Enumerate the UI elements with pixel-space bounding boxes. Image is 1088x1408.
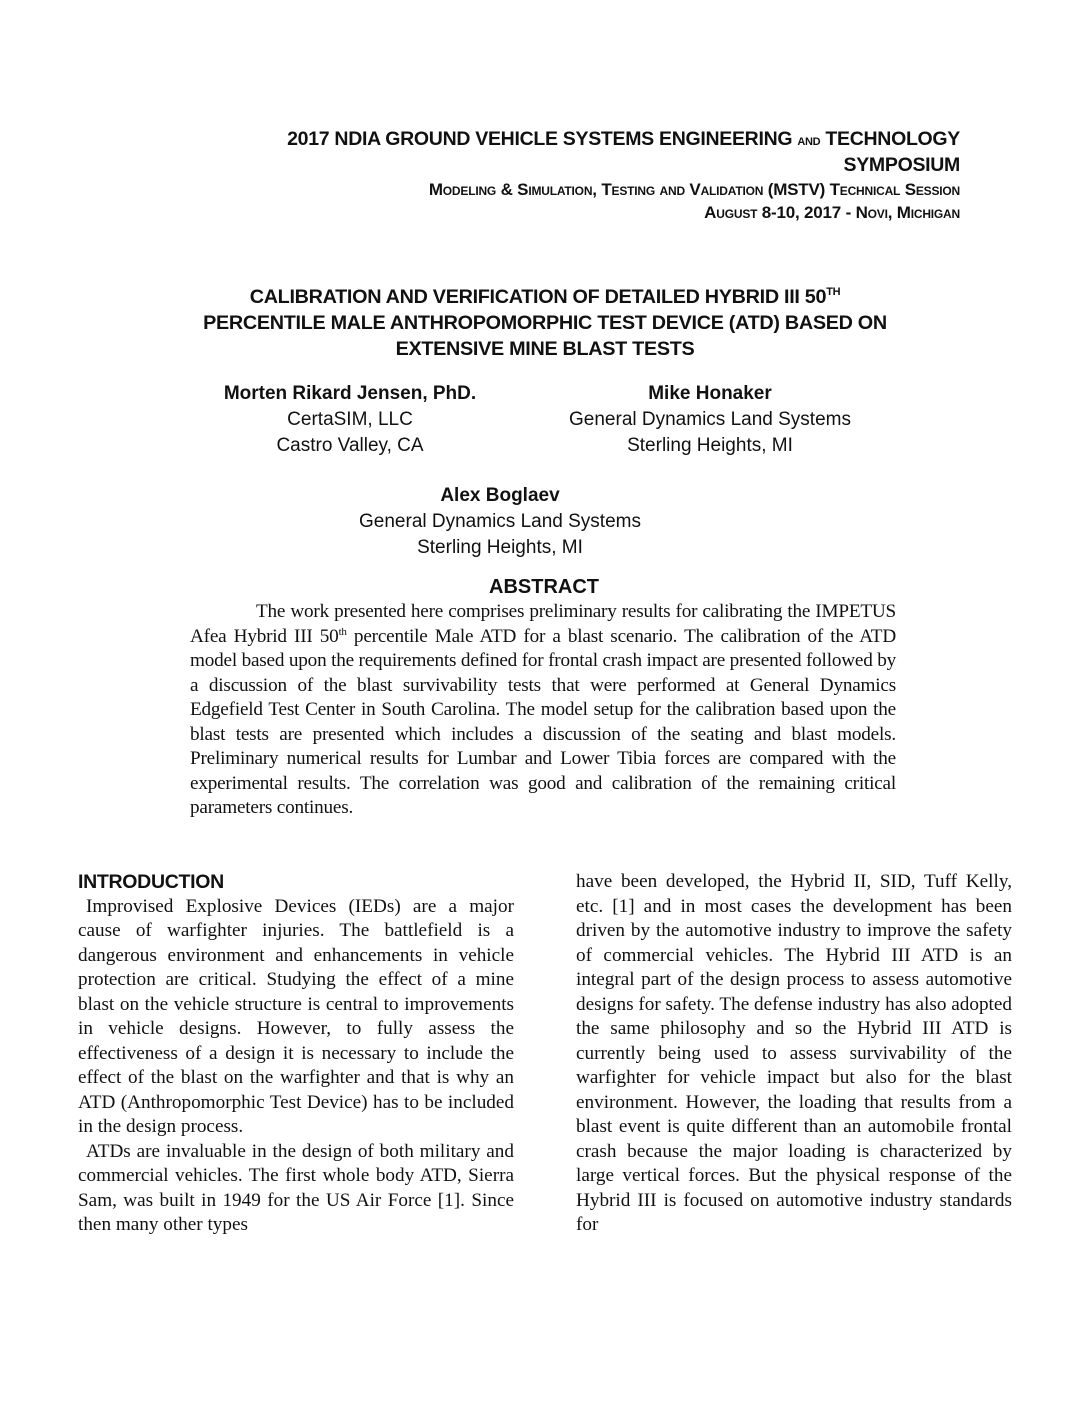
conference-title-line2: SYMPOSIUM (843, 154, 960, 176)
conference-session: Modeling & Simulation, Testing and Validation (MSTV) Technical Session (428, 180, 960, 199)
author-affiliation: CertaSIM, LLC (287, 409, 413, 430)
conference-title-b: TECHNOLOGY (825, 128, 960, 150)
author (200, 381, 500, 459)
conference-date-location: August 8-10, 2017 - Novi, Michigan (704, 203, 960, 222)
introduction-paragraph-continued: have been developed, the Hybrid II, SID, Tuff Kelly, etc. [1] and in most cases the development has been driven by the automotive industry to improve the safety of commercial vehicles. The Hybrid III ATD is an integral part of the design process to assess automotive designs for safety. The defense industry has also adopted the same philosophy and so the Hybrid III ATD is currently being used to assess survivability of the warfighter for vehicle impact but also for the blast environment. However, the loading that results from a blast event is quite different than an automobile frontal crash because the major loading is characterized by large vertical forces. But the physical response of the Hybrid III is focused on automotive industry standards for (576, 871, 1012, 1235)
abstract-heading: ABSTRACT (489, 576, 599, 598)
introduction-paragraph: ATDs are invaluable in the design of both military and commercial vehicles. The first whole body ATD, Sierra Sam, was built in 1949 for the US Air Force [1]. Since then many other types (78, 1140, 514, 1235)
paper-title-part1: CALIBRATION AND VERIFICATION OF DETAILED HYBRID III 50 (249, 286, 827, 308)
left-column (78, 870, 514, 1238)
abstract-superscript: th (338, 625, 347, 638)
paper-title (150, 284, 940, 362)
author-location: Castro Valley, CA (276, 435, 424, 456)
conference-header (140, 127, 960, 224)
author-name: Mike Honaker (648, 383, 772, 404)
conference-title-a: 2017 NDIA GROUND VEHICLE SYSTEMS ENGINEERING (287, 128, 793, 150)
conference-title-and: and (797, 132, 821, 149)
author-name: Alex Boglaev (440, 485, 560, 506)
author-location: Sterling Heights, MI (417, 537, 583, 558)
author (330, 483, 670, 561)
paper-title-superscript: TH (826, 286, 841, 298)
right-column (576, 870, 1012, 1238)
introduction-heading: INTRODUCTION (78, 871, 224, 893)
author-affiliation: General Dynamics Land Systems (359, 511, 641, 532)
author (540, 381, 880, 459)
paper-title-line1 (150, 284, 940, 310)
paper-title-line2: PERCENTILE MALE ANTHROPOMORPHIC TEST DEVICE (ATD) BASED ON (203, 312, 887, 334)
author-affiliation: General Dynamics Land Systems (569, 409, 851, 430)
abstract-text-b: percentile Male ATD for a blast scenario. The calibration of the ATD model based upon the requirements defined for frontal crash impact are presented followed by a discussion of the blast survivability tests that were performed at General Dynamics Edgefield Test Center in South Carolina. The model setup for the calibration based upon the blast tests are presented which includes a discussion of the seating and blast models. Preliminary numerical results for Lumbar and Lower Tibia forces are compared with the experimental results. The correlation was good and calibration of the remaining critical parameters continues. (190, 625, 896, 818)
conference-title-line (140, 127, 960, 153)
introduction-paragraph: Improvised Explosive Devices (IEDs) are a major cause of warfighter injuries. The battlefield is a dangerous environment and enhancements in vehicle protection are critical. Studying the effect of a mine blast on the vehicle structure is central to improvements in vehicle designs. However, to fully assess the effectiveness of a design it is necessary to include the effect of the blast on the warfighter and that is why an ATD (Anthropomorphic Test Device) has to be included in the design process. (78, 895, 514, 1137)
paper-title-line3: EXTENSIVE MINE BLAST TESTS (395, 338, 695, 360)
author-name: Morten Rikard Jensen, PhD. (223, 383, 477, 404)
abstract-body (190, 600, 896, 821)
abstract-text-a: The work presented here comprises preliminary results for calibrating the IMPETUS Afea Hybrid III 50 (190, 601, 896, 647)
author-location: Sterling Heights, MI (627, 435, 793, 456)
